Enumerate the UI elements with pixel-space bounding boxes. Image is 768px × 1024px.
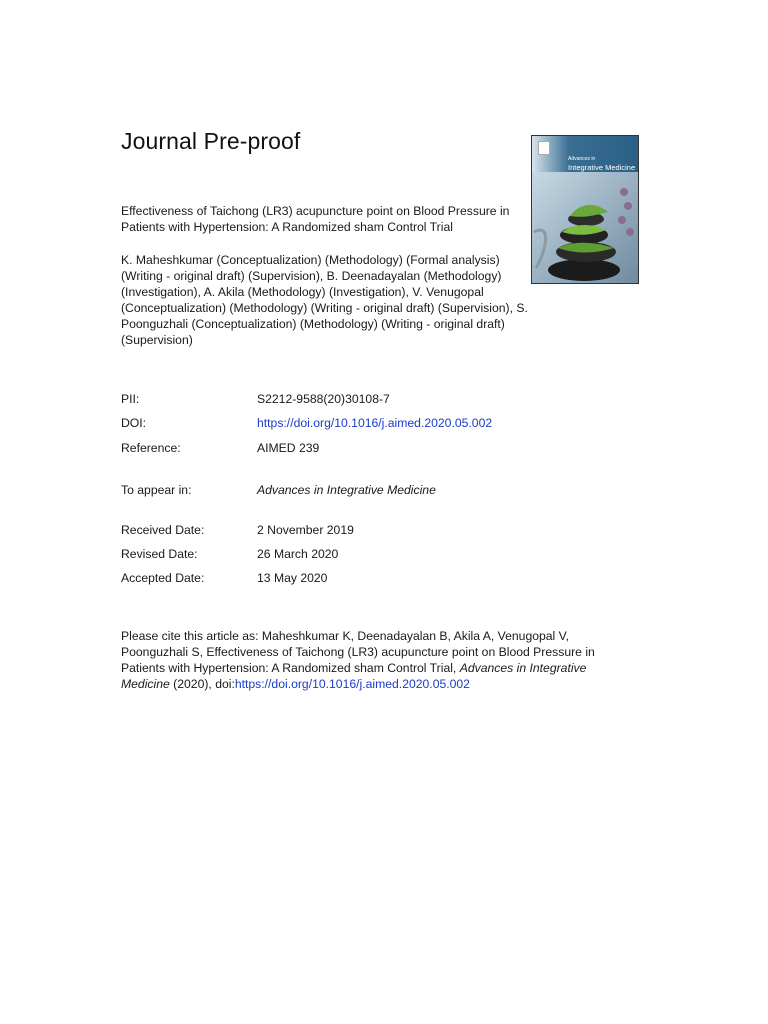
cover-header-band — [532, 136, 638, 172]
appear-in-label: To appear in: — [121, 483, 192, 497]
article-title: Effectiveness of Taichong (LR3) acupuncture point on Blood Pressure in Patients with Hypertension: A Randomized sham Control Trial — [121, 204, 510, 234]
stacked-stones-leaves-icon — [532, 172, 638, 283]
appear-in-journal: Advances in Integrative Medicine — [257, 483, 436, 497]
received-date-label: Received Date: — [121, 523, 205, 537]
citation-block — [121, 628, 621, 692]
pii-label: PII: — [121, 392, 140, 406]
journal-cover-image — [531, 135, 639, 284]
reference-value: AIMED 239 — [257, 441, 320, 455]
doi-label: DOI: — [121, 416, 147, 430]
author-list: K. Maheshkumar (Conceptualization) (Methodology) (Formal analysis) (Writing - original draft) (Supervision), B. Deenadayalan (Methodology) (Investigation), A. Akila (Methodology) (Investigation), V. Venugopal (Conceptualization) (Methodology) (Writing - original draft) (Supervision), S. Poonguzhali (Conceptualization) (Methodology) (Writing - original draft) (Supervision) — [121, 253, 528, 347]
received-date-value: 2 November 2019 — [257, 523, 354, 537]
publisher-logo-icon — [538, 141, 550, 155]
citation-text: Please cite this article as: Maheshkumar K, Deenadayalan B, Akila A, Venugopal V, Poonguzhali S, Effectiveness of Taichong (LR3) acupuncture point on Blood Pressure in Patients with Hypertension: A Randomized sham Control Trial, — [121, 629, 595, 675]
journal-preproof-heading: Journal Pre-proof — [121, 128, 301, 154]
citation-doi-link[interactable]: https://doi.org/10.1016/j.aimed.2020.05.002 — [234, 677, 470, 691]
cover-series-text: Advances in — [568, 156, 596, 162]
accepted-date-label: Accepted Date: — [121, 571, 205, 585]
citation-year: (2020), — [173, 677, 212, 691]
revised-date-value: 26 March 2020 — [257, 547, 339, 561]
doi-link[interactable]: https://doi.org/10.1016/j.aimed.2020.05.002 — [257, 416, 493, 430]
pii-value: S2212-9588(20)30108-7 — [257, 392, 390, 406]
revised-date-label: Revised Date: — [121, 547, 198, 561]
citation-journal: Advances in Integrative Medicine — [121, 661, 587, 691]
accepted-date-value: 13 May 2020 — [257, 571, 328, 585]
reference-label: Reference: — [121, 441, 181, 455]
citation-doi-label: doi: — [215, 677, 235, 691]
cover-journal-name: Integrative Medicine — [568, 163, 636, 172]
